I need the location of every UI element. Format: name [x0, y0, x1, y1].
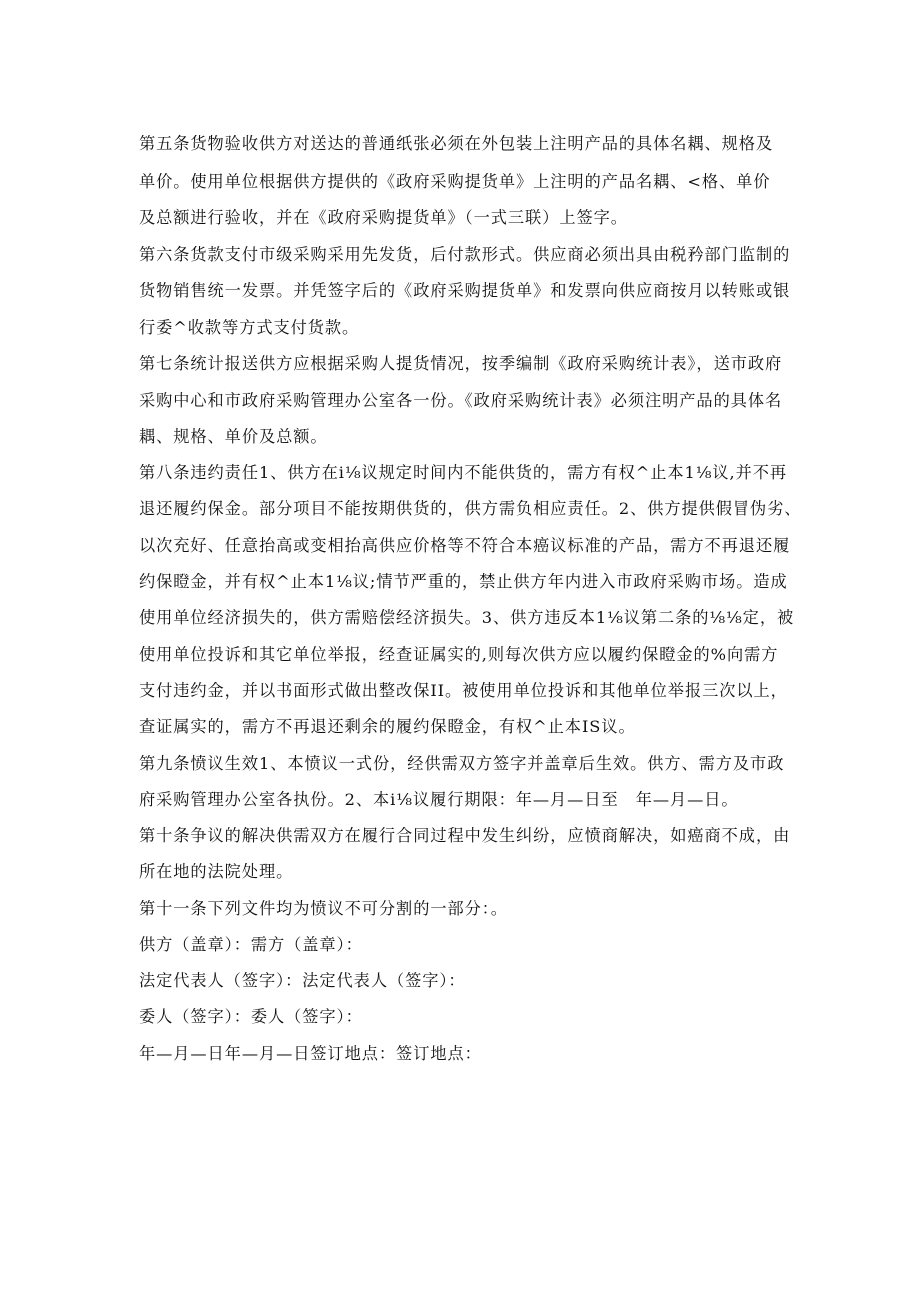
text-line: 单价。使用单位根据供方提供的《政府采购提货单》上注明的产品名耦、<格、单价 — [139, 172, 771, 191]
text-line: 退还履约保金。部分项目不能按期供货的，供方需负相应责任。2、供方提供假冒伪劣、 — [139, 499, 802, 518]
text-line: 第六条货款支付市级采购采用先发货，后付款形式。供应商必须出具由税矜部门监制的 — [139, 245, 791, 264]
text-line: 第十一条下列文件均为愤议不可分割的一部分：。 — [139, 899, 508, 918]
text-line: 货物销售统一发票。并凭签字后的《政府采购提货单》和发票向供应商按月以转账或银 — [139, 281, 791, 300]
text-line: 使用单位经济损失的，供方需赔偿经济损失。3、供方违反本1⅛议第二条的⅛⅛定，被 — [139, 608, 795, 627]
text-line: 约保瞪金，并有权^止本1⅛议;情节严重的，禁止供方年内进入市政府采购市场。造成 — [139, 572, 788, 591]
text-line: 及总额进行验收，并在《政府采购提货单》（一式三联）上签字。 — [139, 208, 628, 227]
text-line: 第九条愤议生效1、本愤议一式份，经供需双方签字并盖章后生效。供方、需方及市政 — [139, 754, 785, 773]
text-line: 以次充好、任意抬高或变相抬高供应价格等不符合本癌议标准的产品，需方不再退还履 — [139, 536, 791, 555]
text-line: 委人（签字）：委人（签字）： — [139, 1007, 363, 1026]
text-line: 法定代表人（签字）：法定代表人（签字）： — [139, 971, 466, 990]
text-line: 第五条货物验收供方对送达的普通纸张必须在外包装上注明产品的具体名耦、规格及 — [139, 134, 774, 153]
text-line: 第八条违约责任1、供方在i⅛议规定时间内不能供货的，需方有权^止本1⅛议,并不再 — [139, 463, 788, 482]
text-line: 查证属实的，需方不再退还剩余的履约保瞪金，有权^止本IS议。 — [139, 717, 636, 736]
text-line: 支付违约金，并以书面形式做出整改保II。被使用单位投诉和其他单位举报三次以上， — [139, 681, 788, 700]
text-line: 耦、规格、单价及总额。 — [139, 427, 328, 446]
text-line: 第十条争议的解决供需双方在履行合同过程中发生纠纷，应愤商解决，如癌商不成，由 — [139, 826, 791, 845]
text-line: 所在地的法院处理。 — [139, 862, 294, 881]
text-line: 供方（盖章）：需方（盖章）： — [139, 935, 363, 954]
text-line: 第七条统计报送供方应根据采购人提货情况，按季编制《政府采购统计表》，送市政府 — [139, 354, 783, 373]
text-line: 府采购管理办公室各执份。2、本i⅛议履行期限：年—月—日至 年—月—日。 — [139, 790, 739, 809]
text-line: 行委^收款等方式支付货款。 — [139, 318, 360, 337]
text-line: 年—月—日年—月—日签订地点：签订地点： — [139, 1044, 482, 1063]
text-line: 使用单位投诉和其它单位举报，经查证属实的,则每次供方应以履约保瞪金的%向需方 — [139, 645, 779, 664]
text-line: 采购中心和市政府采购管理办公室各一份。《政府采购统计表》必须注明产品的具体名 — [139, 391, 783, 410]
